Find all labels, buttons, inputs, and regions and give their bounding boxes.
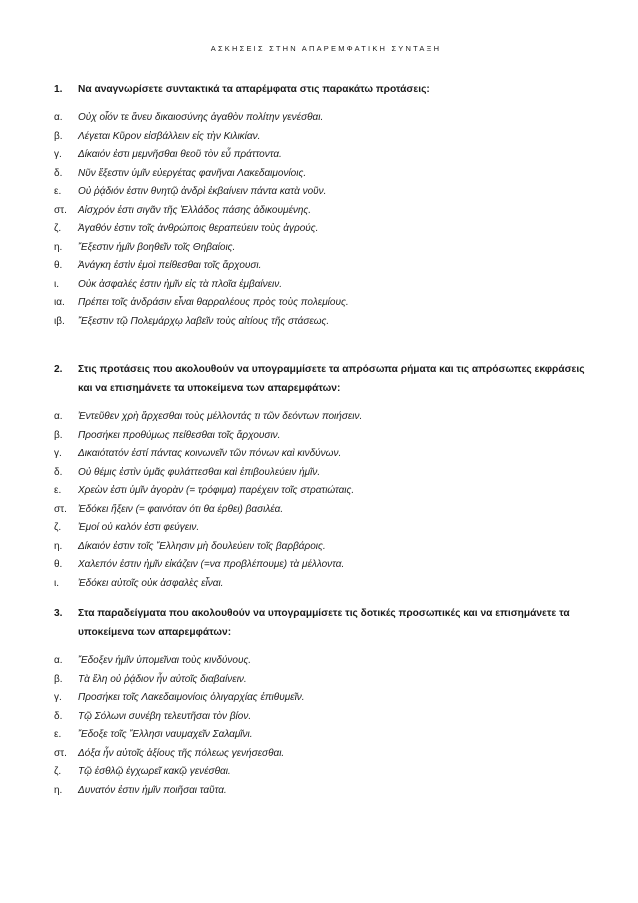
- item-text: Ἀγαθόν ἐστιν τοῖς ἀνθρώποις θεραπεύειν τοὺς ἀγρούς.: [78, 223, 319, 234]
- item-label: ια.: [54, 297, 65, 308]
- exercise-item: [54, 257, 598, 276]
- section-2: [54, 360, 598, 593]
- item-text: Δίκαιόν ἐστιν τοῖς Ἕλλησιν μὴ δουλεύειν τοῖς βαρβάροις.: [78, 540, 326, 552]
- section-1: [54, 80, 598, 331]
- exercise-item: [54, 763, 598, 782]
- item-text: Ἐμοί οὐ καλόν ἐστι φεύγειν.: [78, 522, 200, 533]
- exercise-item: [54, 782, 598, 801]
- item-text: Προσήκει προθύμως πείθεσθαι τοῖς ἄρχουσιν.: [78, 429, 281, 441]
- item-label: β.: [54, 429, 63, 441]
- exercise-item: [54, 556, 598, 575]
- item-text: Ἀνάγκη ἐστὶν ἐμοὶ πείθεσθαι τοῖς ἄρχουσι.: [78, 260, 262, 271]
- item-label: α.: [54, 411, 63, 422]
- item-text: Οὐ θέμις ἐστὶν ὑμᾶς φυλάττεσθαι καὶ ἐπιβουλεύειν ἡμῖν.: [78, 466, 321, 478]
- item-label: θ.: [54, 559, 63, 570]
- item-label: ι.: [54, 577, 59, 589]
- item-label: στ.: [54, 747, 67, 759]
- exercise-item: [54, 313, 598, 332]
- exercise-item: [54, 276, 598, 295]
- item-text: Αἰσχρόν ἐστι σιγᾶν τῆς Ἑλλάδος πάσης ἀδικουμένης.: [78, 204, 312, 216]
- exercise-item: [54, 708, 598, 727]
- item-text: Ἐδόκει αὐτοῖς οὐκ ἀσφαλὲς εἶναι.: [78, 577, 224, 589]
- item-label: ε.: [54, 729, 62, 740]
- item-text: Λέγεται Κῦρον εἰσβάλλειν εἰς τὴν Κιλικίαν.: [78, 130, 261, 142]
- section-number: 3.: [54, 608, 63, 619]
- item-label: β.: [54, 673, 63, 685]
- item-text: Δικαιότατόν ἐστί πάντας κοινωνεῖν τῶν πόνων καὶ κινδύνων.: [78, 448, 342, 459]
- item-label: δ.: [54, 710, 63, 722]
- item-text: Δόξα ἦν αὐτοῖς ἀξίους τῆς πόλεως γενήσεσθαι.: [78, 747, 285, 759]
- item-text: Δίκαιόν ἐστι μεμνῆσθαι θεοῦ τὸν εὖ πράττοντα.: [78, 149, 282, 160]
- item-label: γ.: [54, 149, 62, 160]
- item-text: Ἔδοξε τοῖς Ἕλλησι ναυμαχεῖν Σαλαμῖνι.: [78, 729, 253, 740]
- exercise-item: [54, 128, 598, 147]
- item-label: γ.: [54, 448, 62, 459]
- item-text: Οὐχ οἷόν τε ἄνευ δικαιοσύνης ἀγαθὸν πολίτην γενέσθαι.: [78, 112, 324, 123]
- exercise-item: [54, 220, 598, 239]
- item-label: ζ.: [54, 522, 62, 533]
- item-label: η.: [54, 540, 63, 552]
- section-heading-text: Να αναγνωρίσετε συντακτικά τα απαρέμφατα στις παρακάτω προτάσεις:: [78, 84, 430, 95]
- item-text: Πρέπει τοῖς ἀνδράσιν εἶναι θαρραλέους πρὸς τοὺς πολεμίους.: [78, 297, 349, 308]
- item-label: ζ.: [54, 223, 62, 234]
- item-text: Τῷ ἐσθλῷ ἐγχωρεῖ κακῷ γενέσθαι.: [78, 766, 231, 777]
- item-label: ε.: [54, 186, 62, 197]
- exercise-item: [54, 146, 598, 165]
- item-text: Τὰ ἕλη οὐ ῥᾴδιον ἦν αὐτοῖς διαβαίνειν.: [78, 673, 247, 685]
- item-label: στ.: [54, 503, 67, 515]
- exercise-item: [54, 671, 598, 690]
- exercise-item: [54, 575, 598, 594]
- exercise-item: [54, 239, 598, 258]
- item-label: στ.: [54, 204, 67, 216]
- exercise-item: [54, 294, 598, 313]
- exercise-item: [54, 109, 598, 128]
- item-text: Τῷ Σόλωνι συνέβη τελευτῆσαι τὸν βίον.: [78, 710, 252, 722]
- item-text: Δυνατόν ἐστιν ἡμῖν ποιῆσαι ταῦτα.: [78, 784, 227, 796]
- item-label: ε.: [54, 485, 62, 496]
- section-heading-text: Στα παραδείγματα που ακολουθούν να υπογραμμίσετε τις δοτικές προσωπικές και να επισημάνετε τα υποκείμενα των απαρεμφάτων:: [78, 608, 570, 638]
- section-number: 1.: [54, 84, 63, 95]
- section-heading: [54, 360, 598, 398]
- exercise-item: [54, 519, 598, 538]
- section-heading: [54, 80, 598, 99]
- exercise-item: [54, 445, 598, 464]
- exercise-item: [54, 165, 598, 184]
- item-text: Οὐκ ἀσφαλές ἐστιν ἡμῖν εἰς τὰ πλοῖα ἐμβαίνειν.: [78, 278, 283, 290]
- item-text: Ἔξεστιν ἡμῖν βοηθεῖν τοῖς Θηβαίοις.: [78, 241, 236, 253]
- exercise-item: [54, 538, 598, 557]
- item-label: ζ.: [54, 766, 62, 777]
- item-text: Ἐδόκει ἥξειν (= φαινόταν ότι θα έρθει) βασιλέα.: [78, 503, 284, 515]
- item-text: Νῦν ἔξεστιν ὑμῖν εὐεργέτας φανῆναι Λακεδαιμονίοις.: [78, 167, 307, 179]
- item-label: β.: [54, 130, 63, 142]
- item-label: ιβ.: [54, 315, 65, 327]
- item-text: Ἐντεῦθεν χρὴ ἄρχεσθαι τοὺς μέλλοντάς τι τῶν δεόντων ποιήσειν.: [78, 411, 363, 422]
- item-label: α.: [54, 112, 63, 123]
- exercise-item: [54, 501, 598, 520]
- item-label: δ.: [54, 167, 63, 179]
- exercise-item: [54, 427, 598, 446]
- exercise-item: [54, 482, 598, 501]
- exercise-item: [54, 745, 598, 764]
- item-label: ι.: [54, 278, 59, 290]
- item-label: γ.: [54, 692, 62, 703]
- item-text: Οὐ ῥᾴδιόν ἐστιν θνητῷ ἀνδρὶ ἐκβαίνειν πάντα κατὰ νοῦν.: [78, 186, 327, 197]
- item-text: Χαλεπόν ἐστιν ἡμῖν εἰκάζειν (=να προβλέπουμε) τὰ μέλλοντα.: [78, 559, 345, 570]
- item-label: η.: [54, 784, 63, 796]
- exercise-item: [54, 464, 598, 483]
- item-label: α.: [54, 655, 63, 666]
- item-label: η.: [54, 241, 63, 253]
- item-text: Ἔδοξεν ἡμῖν ὑπομεῖναι τοὺς κινδύνους.: [78, 655, 252, 666]
- exercise-item: [54, 202, 598, 221]
- section-heading-text: Στις προτάσεις που ακολουθούν να υπογραμμίσετε τα απρόσωπα ρήματα και τις απρόσωπες εκφράσεις και να επισημάνετε τα υποκείμενα των απαρεμφάτων:: [78, 364, 585, 394]
- document-title: ΑΣΚΗΣΕΙΣ ΣΤΗΝ ΑΠΑΡΕΜΦΑΤΙΚΗ ΣΥΝΤΑΞΗ: [210, 44, 442, 53]
- section-3: [54, 604, 598, 800]
- exercise-item: [54, 689, 598, 708]
- exercise-list: [54, 109, 598, 331]
- exercise-list: [54, 652, 598, 800]
- item-text: Χρεὼν ἐστι ὑμῖν ἀγορὰν (= τρόφιμα) παρέχειν τοῖς στρατιώταις.: [78, 485, 355, 496]
- exercise-item: [54, 652, 598, 671]
- section-heading: [54, 604, 598, 642]
- exercise-item: [54, 726, 598, 745]
- item-text: Προσήκει τοῖς Λακεδαιμονίοις ὀλιγαρχίας ἐπιθυμεῖν.: [78, 692, 305, 703]
- item-text: Ἔξεστιν τῷ Πολεμάρχῳ λαβεῖν τοὺς αἰτίους τῆς στάσεως.: [78, 315, 330, 327]
- exercise-item: [54, 183, 598, 202]
- exercise-item: [54, 408, 598, 427]
- section-number: 2.: [54, 364, 63, 375]
- item-label: δ.: [54, 466, 63, 478]
- exercise-list: [54, 408, 598, 593]
- item-label: θ.: [54, 260, 63, 271]
